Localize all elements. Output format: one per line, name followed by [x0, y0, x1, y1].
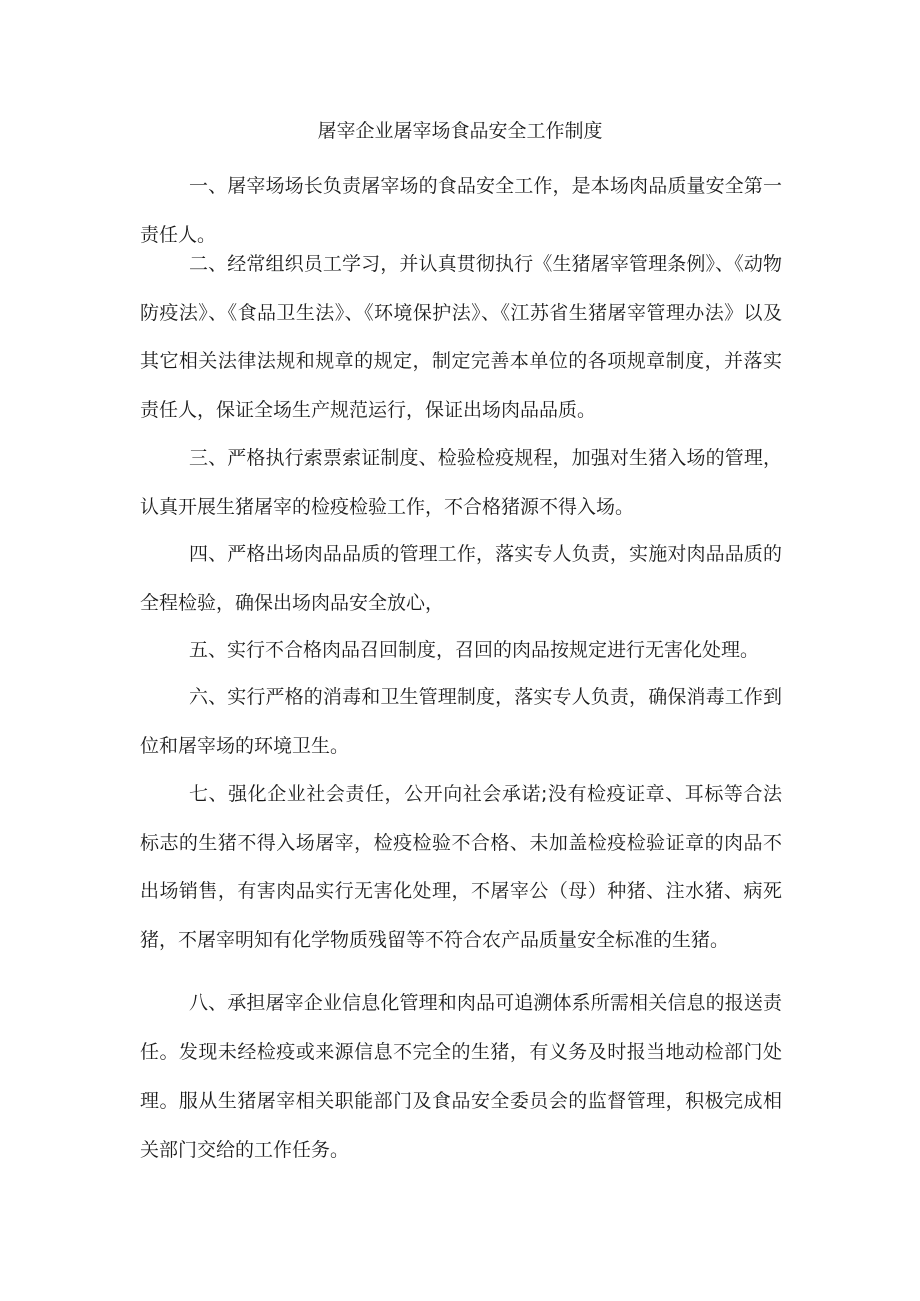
- document-title: 屠宰企业屠宰场食品安全工作制度: [317, 120, 603, 142]
- paragraph-3: 三、严格执行索票索证制度、检验检疫规程，加强对生猪入场的管理，认真开展生猪屠宰的检疫检验工作，不合格猪源不得入场。: [140, 447, 782, 518]
- paragraph-1: 一、屠宰场场长负责屠宰场的食品安全工作，是本场肉品质量安全第一责任人。: [140, 175, 782, 246]
- paragraph-8: 八、承担屠宰企业信息化管理和肉品可追溯体系所需相关信息的报送责任。发现未经检疫或来源信息不完全的生猪，有义务及时报当地动检部门处理。服从生猪屠宰相关职能部门及食品安全委员会的监督管理，积极完成相关部门交给的工作任务。: [140, 992, 782, 1161]
- paragraph-4: 四、严格出场肉品品质的管理工作，落实专人负责，实施对肉品品质的全程检验，确保出场肉品安全放心，: [140, 543, 782, 614]
- paragraph-5: 五、实行不合格肉品召回制度，召回的肉品按规定进行无害化处理。: [189, 639, 760, 661]
- paragraph-6: 六、实行严格的消毒和卫生管理制度，落实专人负责，确保消毒工作到位和屠宰场的环境卫生。: [140, 686, 782, 757]
- paragraph-2: 二、经常组织员工学习，并认真贯彻执行《生猪屠宰管理条例》、《动物防疫法》、《食品卫生法》、《环境保护法》、《江苏省生猪屠宰管理办法》以及其它相关法律法规和规章的规定，制定完善本单位的各项规章制度，并落实责任人，保证全场生产规范运行，保证出场肉品品质。: [140, 253, 782, 421]
- paragraph-7: 七、强化企业社会责任，公开向社会承诺;没有检疫证章、耳标等合法标志的生猪不得入场屠宰，检疫检验不合格、未加盖检疫检验证章的肉品不出场销售，有害肉品实行无害化处理，不屠宰公（母）种猪、注水猪、病死猪，不屠宰明知有化学物质残留等不符合农产品质量安全标准的生猪。: [140, 783, 782, 951]
